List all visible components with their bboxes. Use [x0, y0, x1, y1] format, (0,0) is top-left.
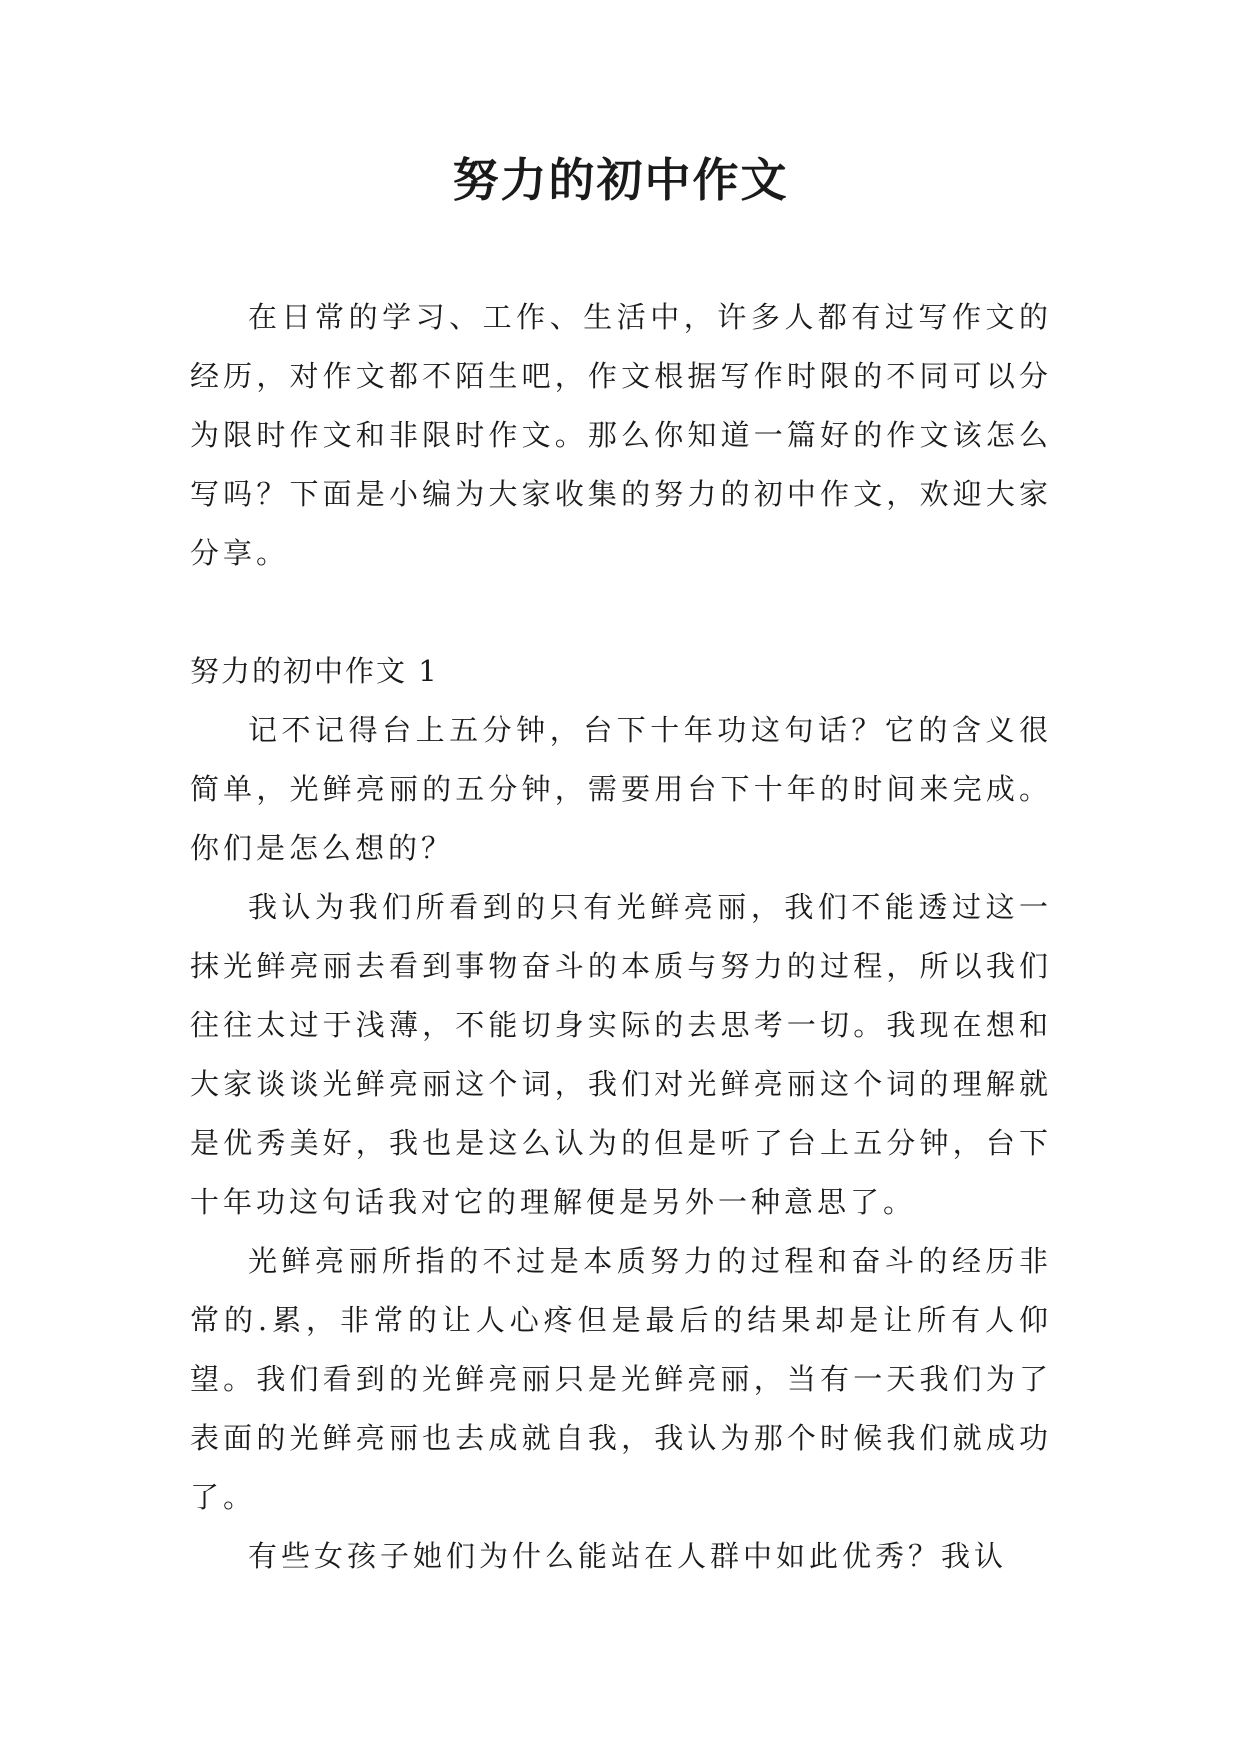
- intro-paragraph: 在日常的学习、工作、生活中，许多人都有过写作文的经历，对作文都不陌生吧，作文根据写作时限的不同可以分为限时作文和非限时作文。那么你知道一篇好的作文该怎么写吗？下面是小编为大家收集的努力的初中作文，欢迎大家分享。: [190, 300, 1052, 570]
- document-body: [190, 288, 1052, 1586]
- paragraph: 记不记得台上五分钟，台下十年功这句话？它的含义很简单，光鲜亮丽的五分钟，需要用台下十年的时间来完成。你们是怎么想的？: [190, 713, 1052, 865]
- paragraph: 我认为我们所看到的只有光鲜亮丽，我们不能透过这一抹光鲜亮丽去看到事物奋斗的本质与努力的过程，所以我们往往太过于浅薄，不能切身实际的去思考一切。我现在想和大家谈谈光鲜亮丽这个词，我们对光鲜亮丽这个词的理解就是优秀美好，我也是这么认为的但是听了台上五分钟，台下十年功这句话我对它的理解便是另外一种意思了。: [190, 890, 1052, 1219]
- document-title: 努力的初中作文: [452, 153, 789, 207]
- section-heading: 努力的初中作文 1: [190, 654, 439, 688]
- essay-section: [190, 642, 1052, 1586]
- paragraph: 光鲜亮丽所指的不过是本质努力的过程和奋斗的经历非常的.累，非常的让人心疼但是最后的结果却是让所有人仰望。我们看到的光鲜亮丽只是光鲜亮丽，当有一天我们为了表面的光鲜亮丽也去成就自我，我认为那个时候我们就成功了。: [190, 1244, 1052, 1514]
- paragraph: 有些女孩子她们为什么能站在人群中如此优秀？我认: [248, 1539, 1008, 1573]
